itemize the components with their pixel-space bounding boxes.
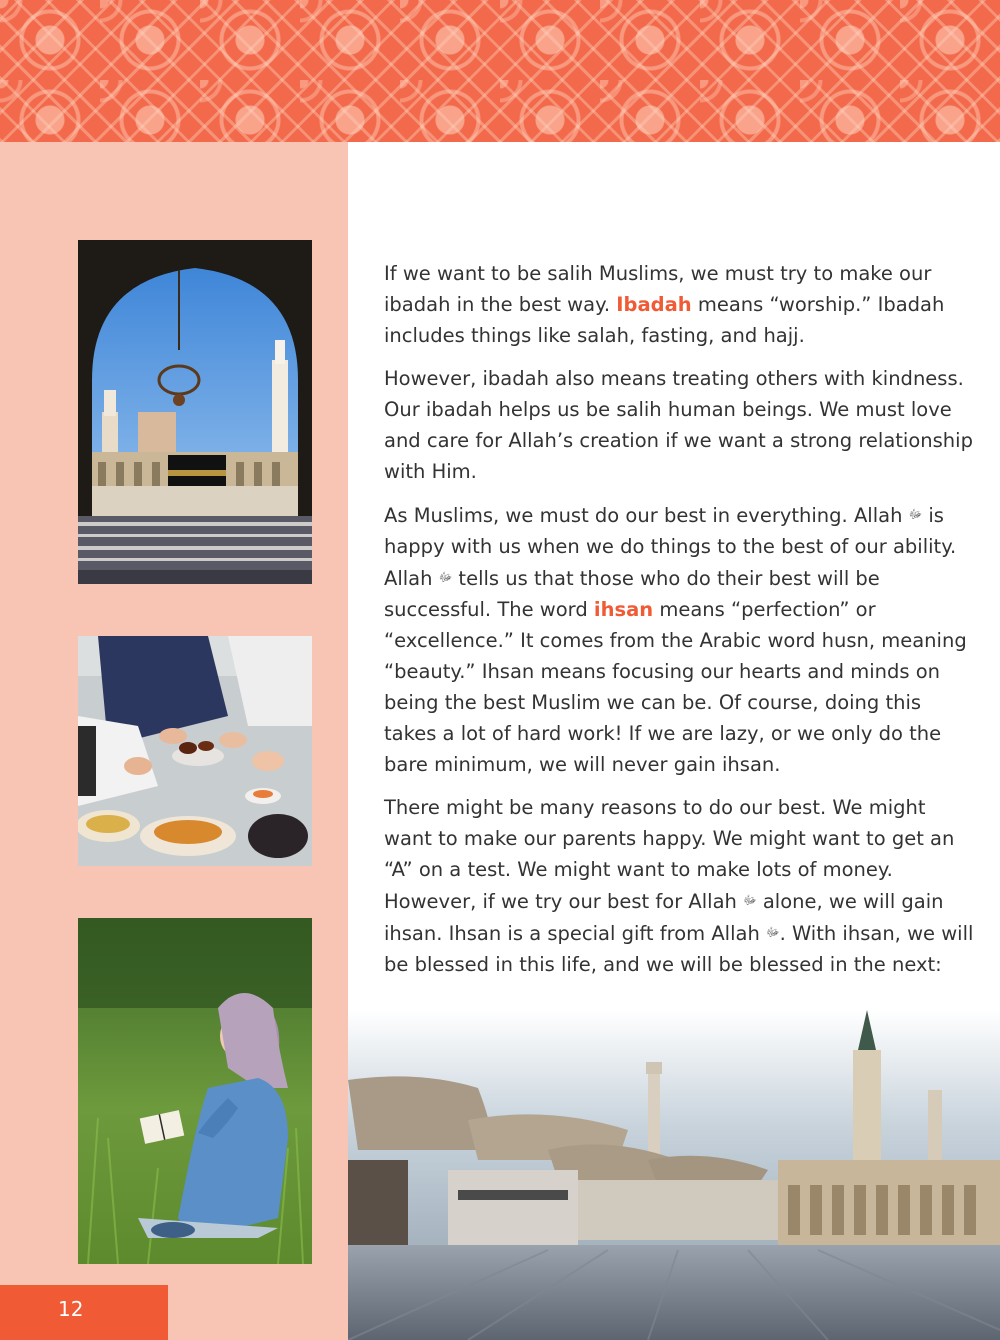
paragraph-1: If we want to be salih Muslims, we must try to make our ibadah in the best way. Ibadah means “worship.” Ibadah includes things like salah, fasting, and hajj. bbox=[384, 262, 945, 347]
honorific-symbol: ﷻ bbox=[766, 925, 780, 939]
paragraph-3: As Muslims, we must do our best in everything. Allah $^ﷻ$ is happy with us when we do things to the best of our ability. Allah $^ﷻ$ tells us that those who do their best will be successful. The word ihsan means “perfection” or “excellence.” It comes from the Arabic word husn, meaning “beauty.” Ihsan means focusing our hearts and minds on being the best Muslim we can be. Of course, doing this takes a lot of hard work! If we are lazy, or we only do the bare minimum, we will never gain ihsan. bbox=[384, 504, 967, 776]
kaaba-photo bbox=[78, 240, 312, 584]
term-ihsan: ihsan bbox=[593, 598, 654, 621]
mosque-courtyard-photo bbox=[348, 1010, 1000, 1340]
page-number: 12 bbox=[58, 1297, 84, 1321]
sharing-dates-photo bbox=[78, 636, 312, 866]
girl-reading-photo bbox=[78, 918, 312, 1264]
paragraph-2: However, ibadah also means treating others with kindness. Our ibadah helps us be salih human beings. We must love and care for Allah’s creation if we want a strong relationship with Him. bbox=[384, 367, 973, 483]
honorific-symbol: ﷻ bbox=[908, 507, 923, 521]
body-text bbox=[384, 258, 974, 992]
honorific-symbol: ﷻ bbox=[743, 893, 757, 907]
page-number-tab bbox=[0, 1285, 168, 1340]
decorative-header-pattern bbox=[0, 0, 1000, 142]
honorific-symbol: ﷻ bbox=[438, 570, 453, 584]
paragraph-4: There might be many reasons to do our best. We might want to make our parents happy. We might want to get an “A” on a test. We might want to make lots of money. However, if we try our best for Allah $^ﷻ$ alone, we will gain ihsan. Ihsan is a special gift from Allah $^ﷻ$. With ihsan, we will be blessed in this life, and we will be blessed in the next: bbox=[384, 796, 974, 976]
term-ibadah: Ibadah bbox=[616, 293, 692, 316]
